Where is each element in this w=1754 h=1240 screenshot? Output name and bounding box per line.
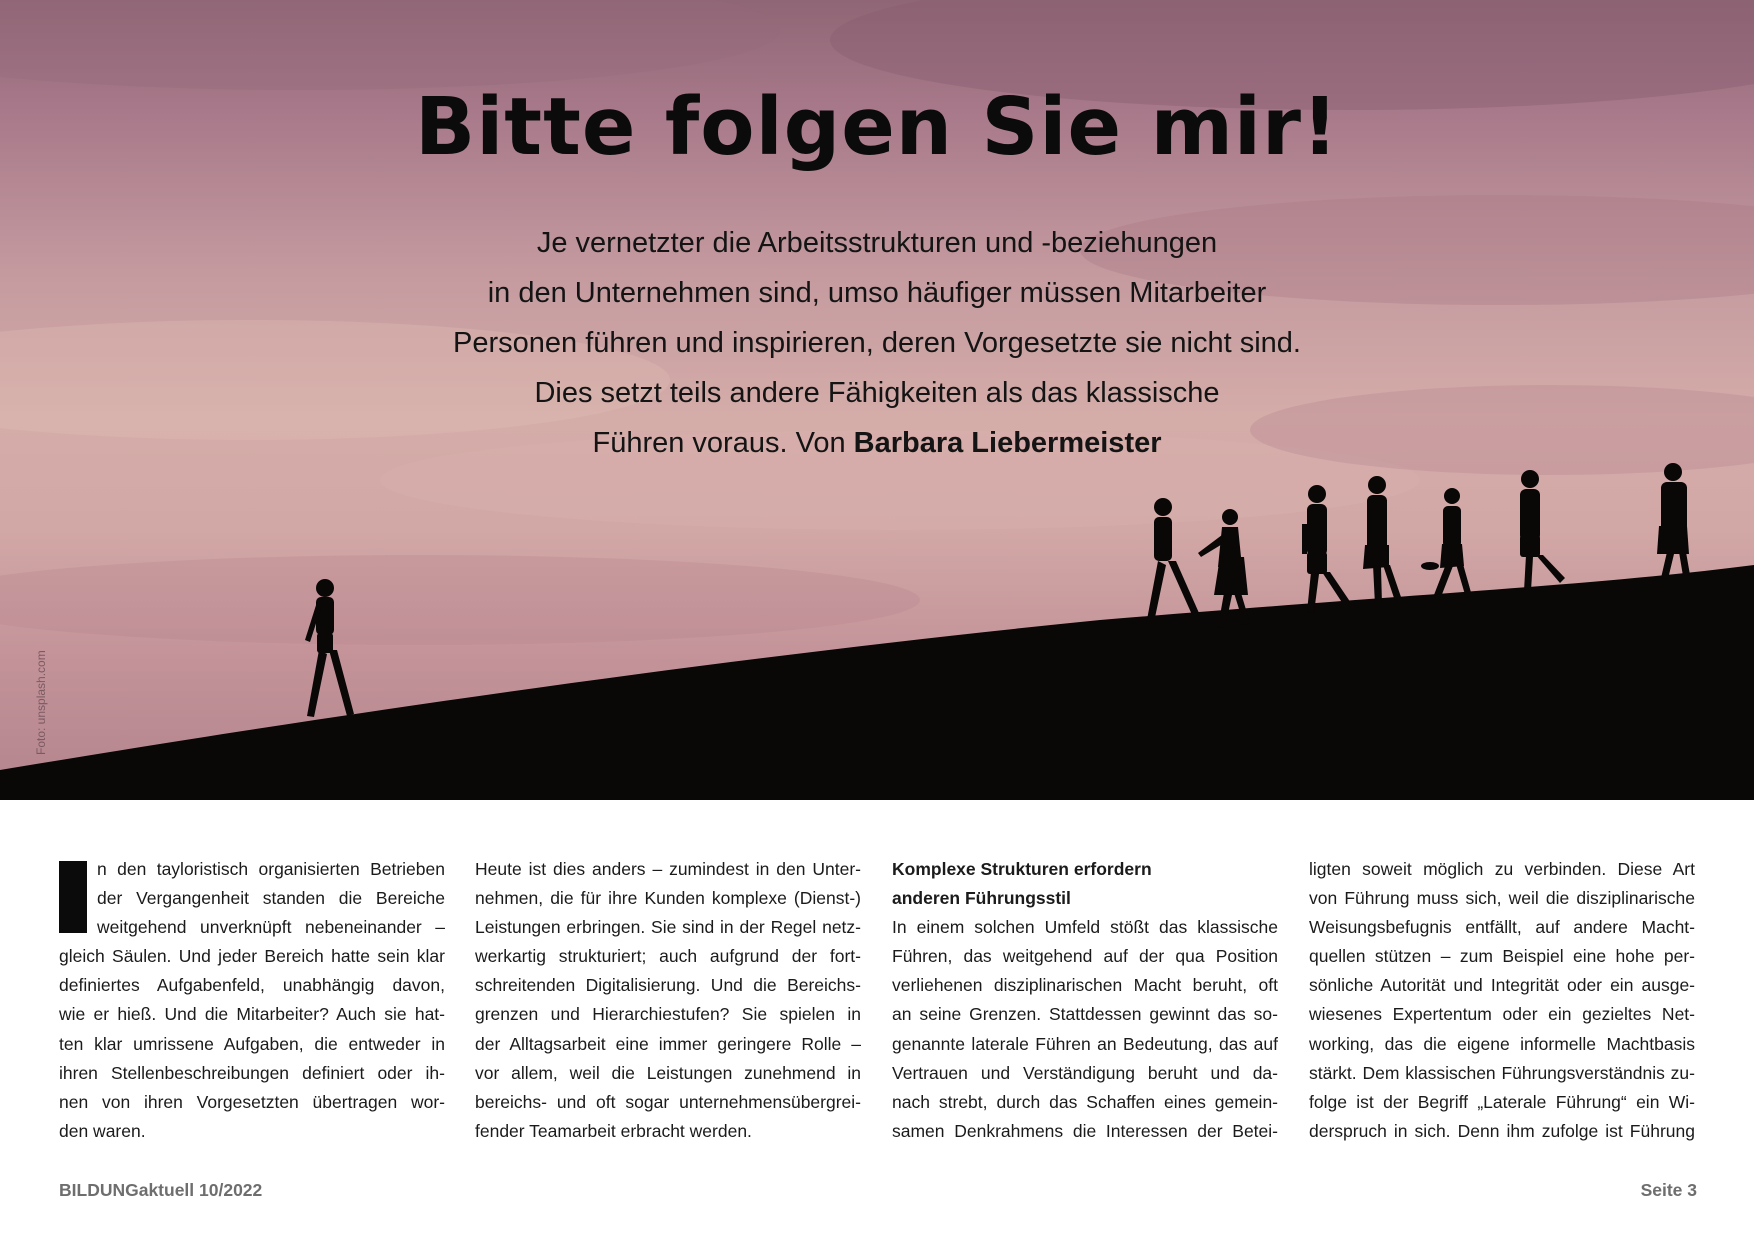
body-line: Weisungsbefugnis entfällt, auf andere Macht-	[1309, 917, 1695, 938]
body-column-3	[892, 855, 1278, 1146]
body-line: wie er hieß. Und die Mitarbeiter? Auch sie hat-	[59, 1004, 445, 1025]
lead-line: Dies setzt teils andere Fähigkeiten als das klassische	[534, 377, 1220, 409]
body-line: ligten soweit möglich zu verbinden. Diese Art	[1309, 859, 1695, 879]
footer-page-number: Seite 3	[1640, 1180, 1697, 1200]
lead-line: in den Unternehmen sind, umso häufiger müssen Mitarbeiter	[487, 277, 1267, 309]
body-column-4	[1309, 855, 1695, 1146]
body-line: von Führung muss sich, weil die disziplinarische	[1309, 888, 1695, 909]
body-line: definiertes Aufgabenfeld, unabhängig davon,	[59, 975, 445, 996]
body-line: quellen stützen – zum Beispiel eine hohe per-	[1309, 946, 1695, 967]
body-line: ihren Stellenbeschreibungen definiert oder ih-	[59, 1062, 445, 1083]
body-line: nach strebt, durch das Schaffen eines gemein-	[892, 1091, 1278, 1112]
body-line: In einem solchen Umfeld stößt das klassische	[892, 917, 1278, 938]
footer-publication: BILDUNGaktuell 10/2022	[59, 1180, 263, 1200]
body-line: schreitenden Digitalisierung. Und die Bereichs-	[475, 975, 861, 996]
body-line: ten klar umrissene Aufgaben, die entweder in	[59, 1033, 445, 1054]
section-heading: anderen Führungsstil	[892, 888, 1071, 909]
body-line: verliehenen disziplinarischen Macht beruht, oft	[892, 975, 1278, 996]
body-line: wiesenes Expertentum oder ein gezieltes Net-	[1309, 1004, 1695, 1025]
body-line: derspruch in sich. Denn ihm zufolge ist Führung	[1309, 1120, 1695, 1141]
body-column-1	[59, 855, 445, 1146]
body-line: weitgehend unverknüpft nebeneinander –	[97, 917, 445, 938]
article-title: Bitte folgen Sie mir!	[415, 81, 1339, 173]
body-line: werkartig strukturiert; auch aufgrund der fort-	[475, 946, 861, 967]
body-column-2	[475, 855, 861, 1146]
article-lead	[377, 218, 1377, 468]
body-line: Vertrauen und Verständigung beruht und da-	[892, 1062, 1278, 1083]
body-line: der Vergangenheit standen die Bereiche	[97, 888, 445, 909]
section-heading: Komplexe Strukturen erfordern	[892, 859, 1152, 879]
body-line: samen Denkrahmens die Interessen der Betei-	[892, 1120, 1278, 1141]
body-line: n den tayloristisch organisierten Betrieben	[97, 859, 445, 879]
body-line: der Alltagsarbeit eine immer geringere Rolle –	[475, 1033, 861, 1054]
body-line: folge ist der Begriff „Laterale Führung“ ein Wi-	[1309, 1091, 1695, 1112]
lead-line: Personen führen und inspirieren, deren Vorgesetzte sie nicht sind.	[453, 327, 1301, 359]
body-line: stärkt. Dem klassischen Führungsverständnis zu-	[1309, 1062, 1695, 1083]
body-line: gleich Säulen. Und jeder Bereich hatte sein klar	[59, 946, 445, 967]
body-line: genannte laterale Führen an Bedeutung, das auf	[892, 1033, 1278, 1054]
body-line: grenzen und Hierarchiestufen? Sie spielen in	[475, 1004, 861, 1025]
body-line: sönliche Autorität und Integrität oder ein ausge-	[1309, 975, 1695, 996]
body-line: vor allem, weil die Leistungen zunehmend in	[475, 1062, 861, 1083]
body-line: Leistungen erbringen. Sie sind in der Regel netz-	[475, 917, 861, 938]
body-line: working, das die eigene informelle Machtbasis	[1309, 1033, 1695, 1054]
body-line: den waren.	[59, 1120, 146, 1141]
lead-line-last	[377, 418, 1377, 468]
author-name: Barbara Liebermeister	[853, 427, 1162, 459]
lead-text: Führen voraus. Von	[592, 427, 854, 459]
body-line: Heute ist dies anders – zumindest in den Unter-	[475, 859, 861, 879]
photo-credit: Foto: unsplash.com	[34, 650, 48, 755]
body-line: bereichs- und oft sogar unternehmensübergrei-	[475, 1091, 861, 1112]
lead-line: Je vernetzter die Arbeitsstrukturen und -beziehungen	[536, 227, 1218, 259]
body-line: nehmen, die für ihre Kunden komplexe (Dienst-)	[475, 888, 861, 909]
body-line: an seine Grenzen. Stattdessen gewinnt das so-	[892, 1004, 1278, 1025]
body-line: Führen, das weitgehend auf der qua Position	[892, 946, 1278, 967]
body-line: fender Teamarbeit erbracht werden.	[475, 1120, 752, 1141]
body-line: nen von ihren Vorgesetzten übertragen wor-	[59, 1091, 445, 1112]
